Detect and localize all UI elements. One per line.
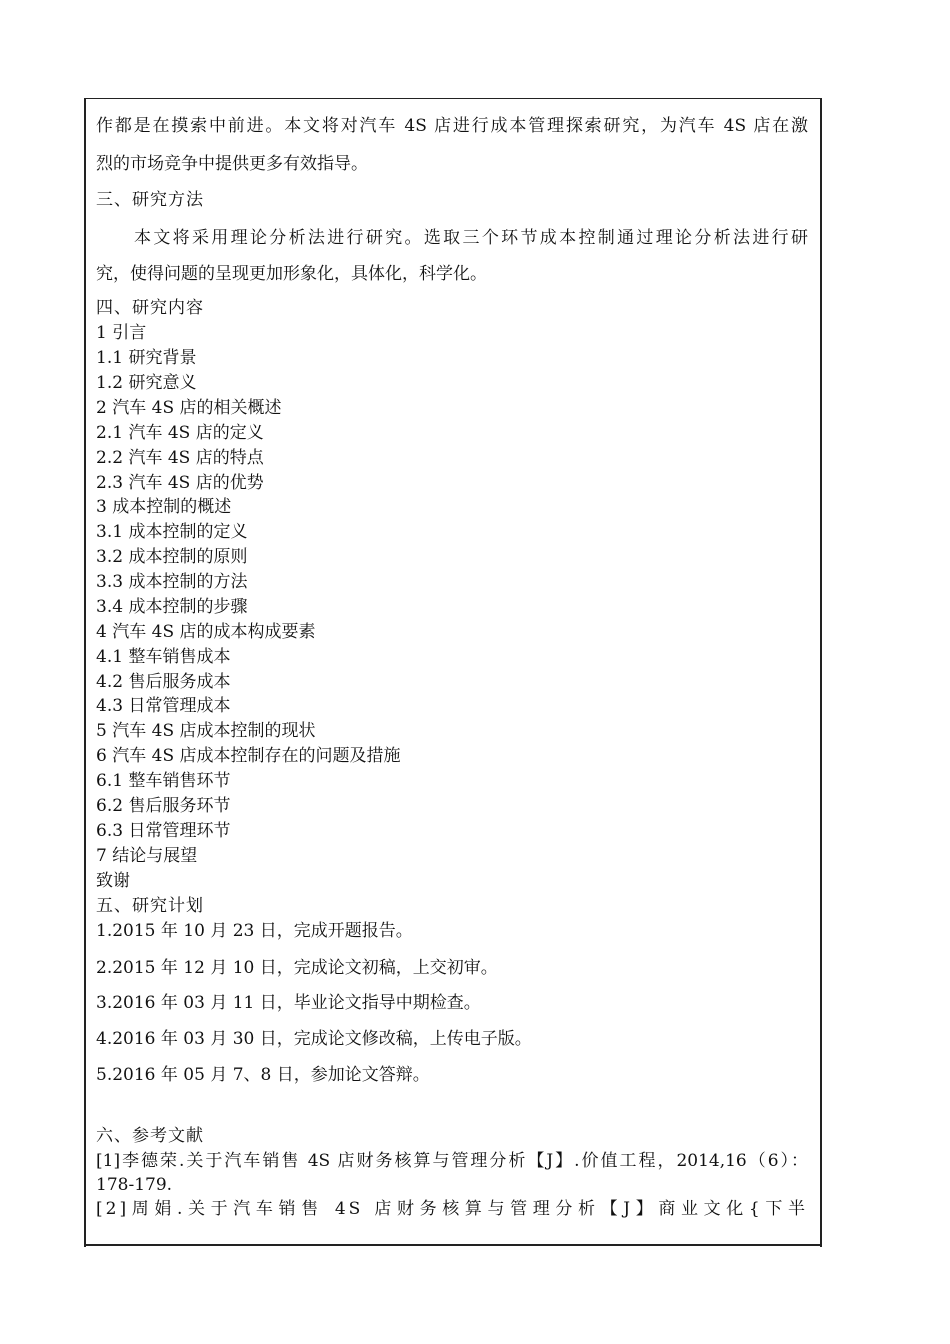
plan-item: 5.2016 年 05 月 7、8 日，参加论文答辩。 [96,1065,430,1085]
section-heading-method: 三、研究方法 [96,190,204,210]
method-line-1: 本文将采用理论分析法进行研究。选取三个环节成本控制通过理论分析法进行研 [134,228,808,248]
plan-item: 4.2016 年 03 月 30 日，完成论文修改稿，上传电子版。 [96,1029,532,1049]
section-heading-plan: 五、研究计划 [96,896,204,916]
reference-1-line-2: 178-179. [96,1175,173,1195]
table-bottom-border [84,1244,822,1246]
outline-item: 6.1 整车销售环节 [96,771,231,791]
outline-item: 3.1 成本控制的定义 [96,522,248,542]
outline-item: 2.1 汽车 4S 店的定义 [96,423,264,443]
plan-item: 3.2016 年 03 月 11 日，毕业论文指导中期检查。 [96,993,481,1013]
plan-item: 1.2015 年 10 月 23 日，完成开题报告。 [96,921,413,941]
section-heading-content: 四、研究内容 [96,298,204,318]
outline-item: 6.3 日常管理环节 [96,821,231,841]
intro-line-2: 烈的市场竞争中提供更多有效指导。 [96,154,368,174]
outline-item: 1 引言 [96,323,147,343]
reference-2-line-1: [2]周娟.关于汽车销售 4S 店财务核算与管理分析【J】商业文化{下半 [96,1199,808,1219]
outline-item: 1.1 研究背景 [96,348,197,368]
outline-item: 7 结论与展望 [96,846,198,866]
outline-item: 6.2 售后服务环节 [96,796,231,816]
outline-item: 3.4 成本控制的步骤 [96,597,248,617]
outline-item: 2.2 汽车 4S 店的特点 [96,448,264,468]
outline-item: 3.3 成本控制的方法 [96,572,248,592]
outline-item: 4 汽车 4S 店的成本构成要素 [96,622,316,642]
outline-item: 2.3 汽车 4S 店的优势 [96,473,264,493]
intro-line-1: 作都是在摸索中前进。本文将对汽车 4S 店进行成本管理探索研究，为汽车 4S 店在激 [96,116,808,136]
outline-item: 3 成本控制的概述 [96,497,232,517]
method-line-2: 究，使得问题的呈现更加形象化，具体化，科学化。 [96,264,487,284]
outline-item: 1.2 研究意义 [96,373,197,393]
outline-item: 2 汽车 4S 店的相关概述 [96,398,282,418]
section-heading-references: 六、参考文献 [96,1126,204,1146]
outline-item: 3.2 成本控制的原则 [96,547,248,567]
outline-item: 5 汽车 4S 店成本控制的现状 [96,721,316,741]
outline-item: 4.3 日常管理成本 [96,696,231,716]
outline-item: 6 汽车 4S 店成本控制存在的问题及措施 [96,746,401,766]
reference-1-line-1: [1]李德荣.关于汽车销售 4S 店财务核算与管理分析【J】.价值工程，2014,16（6）： [96,1151,808,1171]
plan-item: 2.2015 年 12 月 10 日，完成论文初稿，上交初审。 [96,958,498,978]
outline-item: 4.1 整车销售成本 [96,647,231,667]
outline-item: 4.2 售后服务成本 [96,672,231,692]
outline-item: 致谢 [96,871,130,891]
